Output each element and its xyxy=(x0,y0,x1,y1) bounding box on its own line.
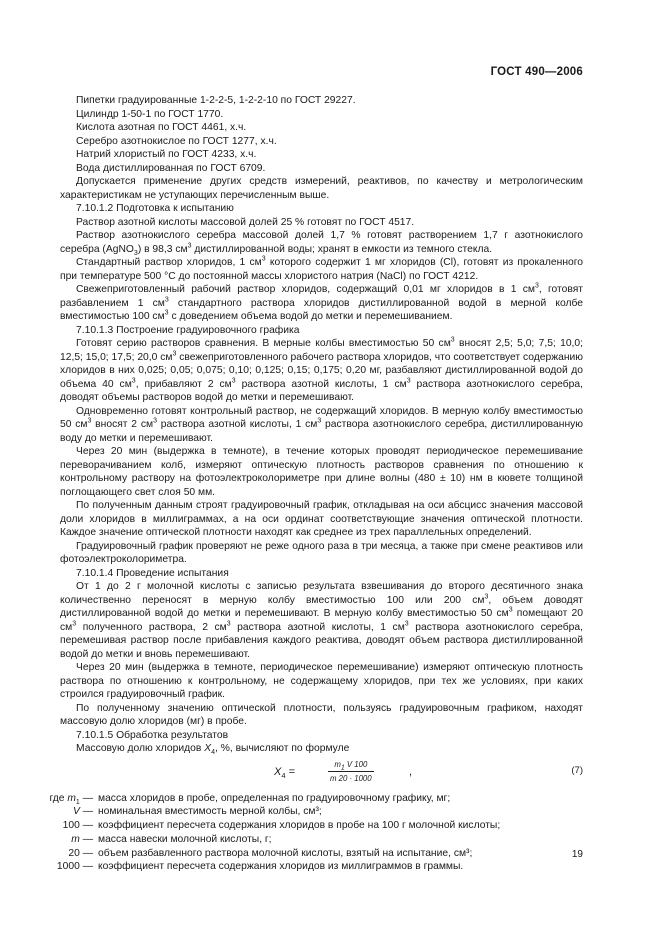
paragraph-test xyxy=(60,580,583,661)
paragraph-20-minutes: Через 20 мин (выдержка в темноте), в течение которых проводят периодическое перемешивание переворачиванием колб, измеряют оптическую плотность растворов сравнения по отношению к контрольному раствору на фотоэлектроколориметре при длине волны (480 ± 10) нм в кювете толщиной поглощающего свет слоя 50 мм. xyxy=(60,446,583,498)
superscript: 3 xyxy=(72,620,77,628)
def-prefix: где xyxy=(49,792,68,804)
text-span: полученного раствора, 2 см xyxy=(76,621,227,633)
paragraph-working-solution xyxy=(60,283,583,324)
definition-symbol xyxy=(20,805,98,819)
definition-symbol xyxy=(20,847,98,861)
equipment-item: Вода дистиллированная по ГОСТ 6709. xyxy=(76,162,266,174)
superscript: 3 xyxy=(450,336,455,344)
text-span: стандартного раствора хлоридов дистиллированной водой в мерной колбе вместимостью 100 см xyxy=(60,297,583,322)
def-sym: 100 xyxy=(62,820,80,832)
text-span: , прибавляют 2 см xyxy=(135,378,232,390)
text-span: Свежеприготовленный рабочий раствор хлоридов, содержащий 0,01 мг хлоридов в 1 см xyxy=(76,284,535,295)
paragraph-graph: По полученным данным строят градуировочный график, откладывая на оси абсцисс значения массовой доли хлоридов в миллиграммах, а на оси ординат соответствующие значения оптической плотности. Каждое значение оптической плотности находят как среднее из трех параллельных определений. xyxy=(60,500,583,538)
equipment-item: Натрий хлористый по ГОСТ 4233, х.ч. xyxy=(76,149,257,160)
definitions-list xyxy=(49,792,583,875)
def-dash: — xyxy=(79,833,93,845)
superscript: 3 xyxy=(164,296,169,304)
text-span: которого содержит 1 мг хлоридов (Cl), готовят из прокаленного при температуре 500 °С до постоянной массы хлористого натрия (NaCl) по ГОСТ 4212. xyxy=(60,257,583,282)
definition-symbol xyxy=(20,833,98,847)
num-m-sub: 1 xyxy=(340,764,345,772)
text-span: Массовую долю хлоридов xyxy=(76,743,205,754)
superscript: 3 xyxy=(534,282,539,290)
paragraph-measure: Через 20 мин (выдержка в темноте, периодическое перемешивание) измеряют оптическую плотность раствора по отношению к контрольному, не содержащему хлоридов, при тех же условиях, при каких строился градуировочный график. xyxy=(60,662,583,700)
superscript: 3 xyxy=(187,242,192,250)
text-span: , объем доводят дистиллированной водой до метки и перемешивают. В мерную колбу вместимостью 50 см xyxy=(60,594,583,619)
definition-row xyxy=(60,847,583,861)
paragraph-standard-solution xyxy=(60,256,583,283)
text-span: дистиллированной воды; хранят в емкости из темного стекла. xyxy=(191,243,493,255)
superscript: 3 xyxy=(404,620,409,628)
text-span: с доведением объема водой до метки и перемешиванием. xyxy=(168,311,453,322)
section-heading-7-10-1-5: 7.10.1.5 Обработка результатов xyxy=(76,729,229,741)
def-sym: m xyxy=(71,833,80,845)
superscript: 3 xyxy=(261,255,266,263)
text-span: Готовят серию растворов сравнения. В мерные колбы вместимостью 50 см xyxy=(76,338,451,349)
equipment-item: Серебро азотнокислое по ГОСТ 1277, х.ч. xyxy=(76,135,277,147)
text-span: раствора азотнокислого серебра, доводят объемы растворов водой до метки и перемешивают. xyxy=(60,378,583,403)
text-span: помещают 20 см xyxy=(60,608,583,633)
paragraph-nitric-acid: Раствор азотной кислоты массовой долей 25 % готовят по ГОСТ 4517. xyxy=(76,216,415,228)
def-sub: 1 xyxy=(75,798,80,806)
definition-text: объем разбавленного раствора молочной кислоты, взятый на испытание, см³; xyxy=(98,847,473,859)
def-dash: — xyxy=(79,820,93,832)
definition-row xyxy=(60,819,583,833)
superscript: 3 xyxy=(153,417,157,425)
text-span: , %, вычисляют по формуле xyxy=(214,743,350,754)
section-heading-7-10-1-3: 7.10.1.3 Построение градуировочного графика xyxy=(76,324,300,336)
definition-symbol xyxy=(20,792,98,806)
section-heading-7-10-1-2: 7.10.1.2 Подготовка к испытанию xyxy=(76,203,234,214)
text-span: свежеприготовленного рабочего раствора хлоридов, что соответствует содержанию хлоридов в них 0,025; 0,05; 0,075; 0,10; 0,125; 0,15; 0,175; 0,20 мг, разбавляют дистиллированной водой до объема 40 см xyxy=(60,351,583,390)
text-span: раствора азотной кислоты, 1 см xyxy=(235,378,407,390)
superscript: 3 xyxy=(164,309,169,317)
section-heading-7-10-1-4: 7.10.1.4 Проведение испытания xyxy=(76,567,229,579)
page-number: 19 xyxy=(571,849,583,860)
text-span: Раствор азотнокислого серебра массовой долей 1,7 % готовят растворением 1,7 г азотнокислого серебра (AgNO xyxy=(60,230,583,255)
formula-lhs xyxy=(274,766,295,780)
superscript: 3 xyxy=(226,620,231,628)
text-span: раствора азотнокислого серебра, перемешивая раствор после прибавления каждого реактива, доводят объем раствора дистиллированной водой до метки и вновь перемешивают. xyxy=(60,621,583,660)
text-span: Одновременно готовят контрольный раствор, не содержащий хлоридов. В мерную колбу вместимостью 50 см xyxy=(60,405,583,430)
subscript: 3 xyxy=(133,249,138,257)
text-span: раствора азотной кислоты, 1 см xyxy=(156,419,318,430)
text-span: , готовят разбавлением 1 см xyxy=(60,284,583,309)
superscript: 3 xyxy=(172,350,177,358)
paragraph-silver-nitrate xyxy=(60,229,583,256)
superscript: 3 xyxy=(131,377,136,385)
text-span: Стандартный раствор хлоридов, 1 см xyxy=(76,257,262,268)
superscript: 3 xyxy=(406,377,411,385)
def-dash: — xyxy=(79,806,93,818)
def-dash: — xyxy=(79,861,93,873)
formula-denominator: m 20 · 1000 xyxy=(330,774,372,783)
definition-row xyxy=(60,805,583,819)
superscript: 3 xyxy=(231,377,236,385)
definition-symbol xyxy=(20,860,98,874)
paragraph-find: По полученному значению оптической плотности, пользуясь градуировочным графиком, находят массовую долю хлоридов (мг) в пробе. xyxy=(60,702,583,727)
definition-text: номинальная вместимость мерной колбы, см³; xyxy=(98,806,322,818)
definition-row xyxy=(56,860,583,874)
subscript: 4 xyxy=(211,749,215,757)
superscript: 3 xyxy=(87,417,92,425)
text-span: ) в 98,3 см xyxy=(137,243,188,255)
paragraph-alternatives: Допускается применение других средств измерений, реактивов, по качеству и метрологическим характеристикам не уступающих перечисленным выше. xyxy=(60,176,583,201)
num-rest: V 100 xyxy=(344,759,368,769)
definition-row xyxy=(60,833,583,847)
num-m: m xyxy=(334,759,341,769)
text-span: вносят 2 см xyxy=(91,419,154,430)
variable: X xyxy=(204,743,212,754)
standard-header: ГОСТ 490—2006 xyxy=(490,66,583,78)
formula-sub: 4 xyxy=(281,770,286,780)
paragraph-series xyxy=(60,337,583,405)
definition-symbol xyxy=(20,819,98,833)
formula-var: X xyxy=(274,765,282,778)
formula-eq: = xyxy=(285,765,295,778)
def-sym: V xyxy=(72,806,80,818)
formula-number: (7) xyxy=(571,764,583,776)
paragraph-control xyxy=(60,405,583,446)
formula-tail: , xyxy=(409,765,413,778)
equipment-item: Цилиндр 1-50-1 по ГОСТ 1770. xyxy=(76,108,224,120)
text-span: От 1 до 2 г молочной кислоты с записью результата взвешивания до второго десятичного знака количественно переносят в мерную колбу вместимостью 100 или 200 см xyxy=(60,581,583,606)
text-span: раствора азотнокислого серебра, дистиллированную воду до метки и перемешивают. xyxy=(60,419,583,444)
equipment-item: Пипетки градуированные 1-2-2-5, 1-2-2-10 по ГОСТ 29227. xyxy=(76,95,356,106)
page-content xyxy=(49,94,583,874)
definition-text: коэффициент пересчета содержания хлоридов в пробе на 100 г молочной кислоты; xyxy=(98,820,501,832)
formula-fraction xyxy=(328,758,374,786)
definition-text: коэффициент пересчета содержания хлоридов из миллиграммов в граммы. xyxy=(98,861,464,873)
text-span: вносят 2,5; 5,0; 7,5; 10,0; 12,5; 15,0; 17,5; 20,0 см xyxy=(60,338,583,363)
superscript: 3 xyxy=(317,417,322,425)
superscript: 3 xyxy=(484,593,489,601)
definition-row xyxy=(49,792,583,806)
definition-text: масса навески молочной кислоты, г; xyxy=(98,833,272,845)
formula-numerator xyxy=(328,758,374,773)
def-sym: 20 xyxy=(68,847,80,859)
formula-7 xyxy=(60,758,583,788)
definition-text: масса хлоридов в пробе, определенная по градуировочному графику, мг; xyxy=(98,792,451,804)
equipment-item: Кислота азотная по ГОСТ 4461, х.ч. xyxy=(76,122,247,133)
superscript: 3 xyxy=(508,606,513,614)
def-sym: 1000 xyxy=(56,861,80,873)
paragraph-check: Градуировочный график проверяют не реже одного раза в три месяца, а также при смене реактивов или фотоэлектроколориметра. xyxy=(60,540,583,565)
paragraph-calc xyxy=(60,742,583,756)
text-span: раствора азотной кислоты, 1 см xyxy=(230,621,405,633)
def-dash: — xyxy=(79,792,93,804)
def-dash: — xyxy=(79,847,93,859)
def-sym: m xyxy=(67,792,76,804)
